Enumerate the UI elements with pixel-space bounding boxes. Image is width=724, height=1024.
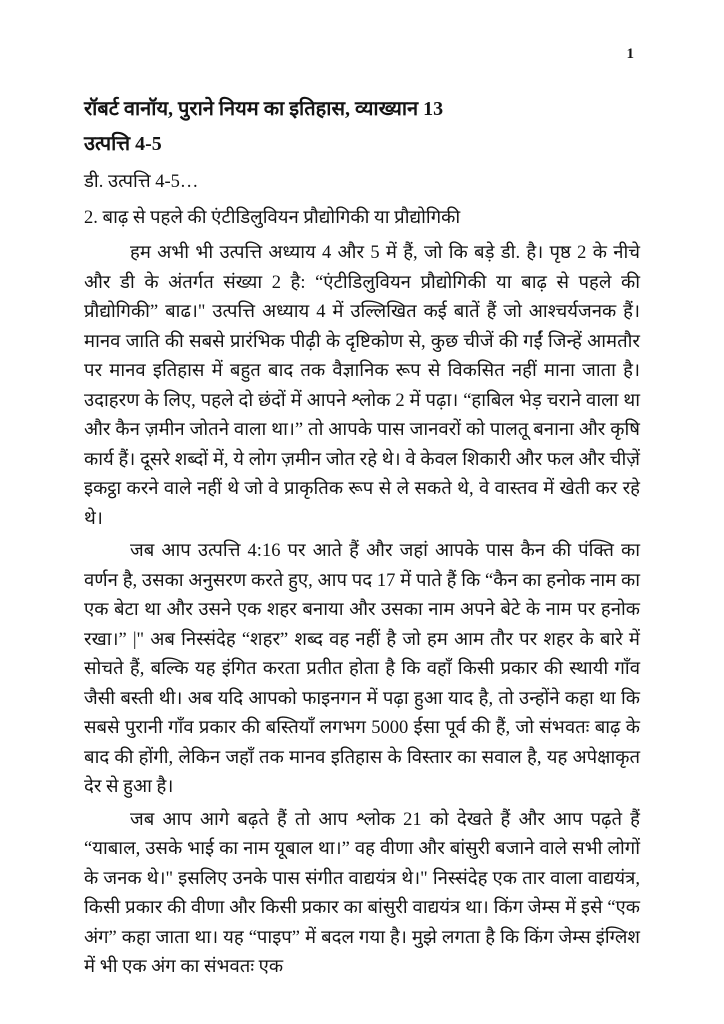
paragraph-1: हम अभी भी उत्पत्ति अध्याय 4 और 5 में हैं, जो कि बड़े डी. है। पृष्ठ 2 के नीचे और डी के अंतर्गत संख्या 2 है: “एंटीडिलुवियन प्रौद्योगिकी या बाढ़ से पहले की प्रौद्योगिकी” बाढ।" उत्पत्ति अध्याय 4 में उल्लिखित कई बातें हैं जो आश्चर्यजनक हैं। मानव जाति की सबसे प्रारंभिक पीढ़ी के दृष्टिकोण से, कुछ चीजें की गईं जिन्हें आमतौर पर मानव इतिहास में बहुत बाद तक वैज्ञानिक रूप से विकसित नहीं माना जाता है। उदाहरण के लिए, पहले दो छंदों में आपने श्लोक 2 में पढ़ा। “हाबिल भेड़ चराने वाला था और कैन ज़मीन जोतने वाला था।” तो आपके पास जानवरों को पालतू बनाना और कृषि कार्य हैं। दूसरे शब्दों में, ये लोग ज़मीन जोत रहे थे। वे केवल शिकारी और फल और चीज़ें इकट्ठा करने वाले नहीं थे जो वे प्राकृतिक रूप से ले सकते थे, वे वास्तव में खेती कर रहे थे। [84,243,640,529]
title-block [84,92,640,162]
paragraph-3: जब आप आगे बढ़ते हैं तो आप श्लोक 21 को देखते हैं और आप पढ़ते हैं “याबाल, उसके भाई का नाम यूबाल था।” वह वीणा और बांसुरी बजाने वाले सभी लोगों के जनक थे।" इसलिए उनके पास संगीत वाद्ययंत्र थे।" निस्संदेह एक तार वाला वाद्ययंत्र, किसी प्रकार की वीणा और किसी प्रकार का बांसुरी वाद्ययंत्र था। किंग जेम्स में इसे “एक अंग” कहा जाता था। यह “पाइप” में बदल गया है। मुझे लगता है कि किंग जेम्स इंग्लिश में भी एक अंग का संभवतः एक [84,809,640,977]
section-heading: 2. बाढ़ से पहले की एंटीडिलुवियन प्रौद्योगिकी या प्रौद्योगिकी [84,208,461,228]
paragraph-2: जब आप उत्पत्ति 4:16 पर आते हैं और जहां आपके पास कैन की पंक्ति का वर्णन है, उसका अनुसरण करते हुए, आप पद 17 में पाते हैं कि “कैन का हनोक नाम का एक बेटा था और उसने एक शहर बनाया और उसका नाम अपने बेटे के नाम पर हनोक रखा।” |" अब निस्संदेह “शहर” शब्द वह नहीं है जो हम आम तौर पर शहर के बारे में सोचते हैं, बल्कि यह इंगित करता प्रतीत होता है कि वहाँ किसी प्रकार की स्थायी गाँव जैसी बस्ती थी। अब यदि आपको फाइनगन में पढ़ा हुआ याद है, तो उन्होंने कहा था कि सबसे पुरानी गाँव प्रकार की बस्तियाँ लगभग 5000 ईसा पूर्व की हैं, जो संभवतः बाढ़ के बाद की होंगी, लेकिन जहाँ तक मानव इतिहास के विस्तार का सवाल है, यह अपेक्षाकृत देर से हुआ है। [84,541,640,797]
document-subtitle: उत्पत्ति 4-5 [84,133,162,155]
page-number: 1 [626,46,634,62]
document-title: रॉबर्ट वानॉय, पुराने नियम का इतिहास, व्याख्यान 13 [84,98,444,120]
section-label: डी. उत्पत्ति 4-5… [84,172,199,192]
